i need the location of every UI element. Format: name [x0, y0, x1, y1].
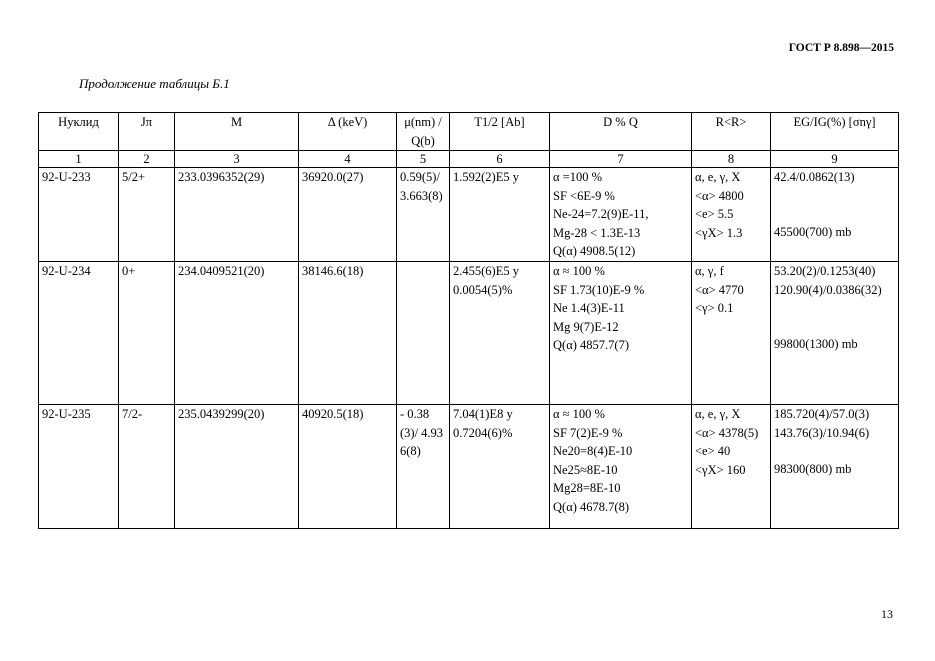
radiation-cell: [692, 405, 771, 529]
gamma-line: 53.20(2)/0.1253(40): [774, 264, 876, 278]
gamma-line: 42.4/0.0862(13): [774, 170, 855, 184]
radiation-line: <γX> 160: [695, 462, 746, 477]
mass-cell: 234.0409521(20): [175, 262, 299, 405]
radiation-line: <e> 5.5: [695, 207, 734, 221]
decay-line: α =100 %: [553, 170, 603, 184]
header-half-life: T1/2 [Ab]: [450, 113, 550, 151]
column-number: 4: [299, 151, 397, 168]
radiation-line: α, γ, f: [695, 264, 724, 278]
gamma-line: 143.76(3)/10.94(6): [774, 425, 870, 440]
decay-line: SF 7(2)E-9 %: [553, 425, 623, 440]
header-gamma-energy: EG/IG(%) [σnγ]: [771, 113, 899, 151]
moments-cell: 0.59(5)/ 3.663(8): [397, 168, 450, 262]
radiation-line: α, e, γ, X: [695, 170, 741, 184]
decay-line: Q(α) 4857.7(7): [553, 338, 629, 352]
nuclide-cell: 92-U-235: [39, 405, 119, 529]
decay-line: Mg28=8E-10: [553, 481, 621, 495]
column-number: 2: [119, 151, 175, 168]
header-mass-excess: Δ (keV): [299, 113, 397, 151]
header-decay-modes: D % Q: [550, 113, 692, 151]
mass-cell: 235.0439299(20): [175, 405, 299, 529]
header-nuclide: Нуклид: [39, 113, 119, 151]
mass-cell: 233.0396352(29): [175, 168, 299, 262]
column-number: 8: [692, 151, 771, 168]
decay-line: α ≈ 100 %: [553, 264, 605, 278]
decay-modes-cell: [550, 405, 692, 529]
cross-section: 99800(1300) mb: [774, 337, 858, 351]
table-row-u234: [39, 262, 899, 405]
cross-section: 98300(800) mb: [774, 462, 852, 476]
header-moments: μ(nm) / Q(b): [397, 113, 450, 151]
column-number: 1: [39, 151, 119, 168]
decay-line: Q(α) 4678.7(8): [553, 499, 629, 514]
column-number-row: [39, 151, 899, 168]
spin-parity-cell: 0+: [119, 262, 175, 405]
radiation-line: <γ> 0.1: [695, 301, 734, 315]
nuclide-cell: 92-U-234: [39, 262, 119, 405]
mass-excess-cell: 38146.6(18): [299, 262, 397, 405]
abundance-line: 0.7204(6)%: [453, 425, 513, 440]
column-number: 6: [450, 151, 550, 168]
decay-line: Ne-24=7.2(9)E-11,: [553, 207, 649, 221]
mass-excess-cell: 40920.5(18): [299, 405, 397, 529]
half-life-line: 2.455(6)E5 y: [453, 264, 519, 278]
radiation-line: <α> 4378(5): [695, 425, 759, 440]
gamma-energy-cell: [771, 262, 899, 405]
half-life-cell: [450, 262, 550, 405]
decay-modes-cell: [550, 168, 692, 262]
decay-line: Ne20=8(4)E-10: [553, 444, 633, 458]
half-life-cell: [450, 405, 550, 529]
cross-section: 45500(700) mb: [774, 224, 852, 239]
column-number: 5: [397, 151, 450, 168]
header-row: [39, 113, 899, 151]
decay-line: Mg-28 < 1.3E-13: [553, 225, 641, 240]
radiation-line: α, e, γ, X: [695, 407, 741, 421]
page-number: 13: [881, 607, 893, 621]
header-spin-parity: Jπ: [119, 113, 175, 151]
gamma-energy-cell: [771, 405, 899, 529]
column-number: 7: [550, 151, 692, 168]
nuclide-data-table: [38, 112, 899, 529]
gamma-energy-cell: [771, 168, 899, 262]
table-row-u233: [39, 168, 899, 262]
radiation-line: <α> 4770: [695, 282, 744, 297]
radiation-cell: [692, 168, 771, 262]
column-number: 3: [175, 151, 299, 168]
radiation-line: <e> 40: [695, 444, 731, 458]
table-continuation-title: Продолжение таблицы Б.1: [79, 76, 230, 91]
decay-line: Ne25≈8E-10: [553, 462, 618, 477]
moments-cell: - 0.38(3)/ 4.936(8): [397, 405, 450, 529]
column-number: 9: [771, 151, 899, 168]
header-mass: M: [175, 113, 299, 151]
mass-excess-cell: 36920.0(27): [299, 168, 397, 262]
decay-line: Q(α) 4908.5(12): [553, 244, 636, 258]
radiation-line: <α> 4800: [695, 188, 744, 203]
decay-modes-cell: [550, 262, 692, 405]
gamma-line: 120.90(4)/0.0386(32): [774, 282, 882, 297]
radiation-cell: [692, 262, 771, 405]
table-row-u235: [39, 405, 899, 529]
standard-designation: ГОСТ Р 8.898—2015: [788, 42, 894, 54]
spin-parity-cell: 7/2-: [119, 405, 175, 529]
moments-cell: [397, 262, 450, 405]
abundance-line: 0.0054(5)%: [453, 282, 513, 297]
spin-parity-cell: 5/2+: [119, 168, 175, 262]
decay-line: α ≈ 100 %: [553, 407, 605, 421]
decay-line: SF 1.73(10)E-9 %: [553, 282, 645, 297]
half-life-line: 7.04(1)E8 y: [453, 407, 513, 421]
half-life-cell: [450, 168, 550, 262]
nuclide-cell: 92-U-233: [39, 168, 119, 262]
decay-line: Ne 1.4(3)E-11: [553, 301, 625, 315]
half-life-line: 1.592(2)E5 y: [453, 170, 519, 184]
header-radiation: R<R>: [692, 113, 771, 151]
gamma-line: 185.720(4)/57.0(3): [774, 407, 870, 421]
decay-line: Mg 9(7)E-12: [553, 319, 619, 334]
radiation-line: <γX> 1.3: [695, 225, 743, 240]
decay-line: SF <6E-9 %: [553, 188, 615, 203]
